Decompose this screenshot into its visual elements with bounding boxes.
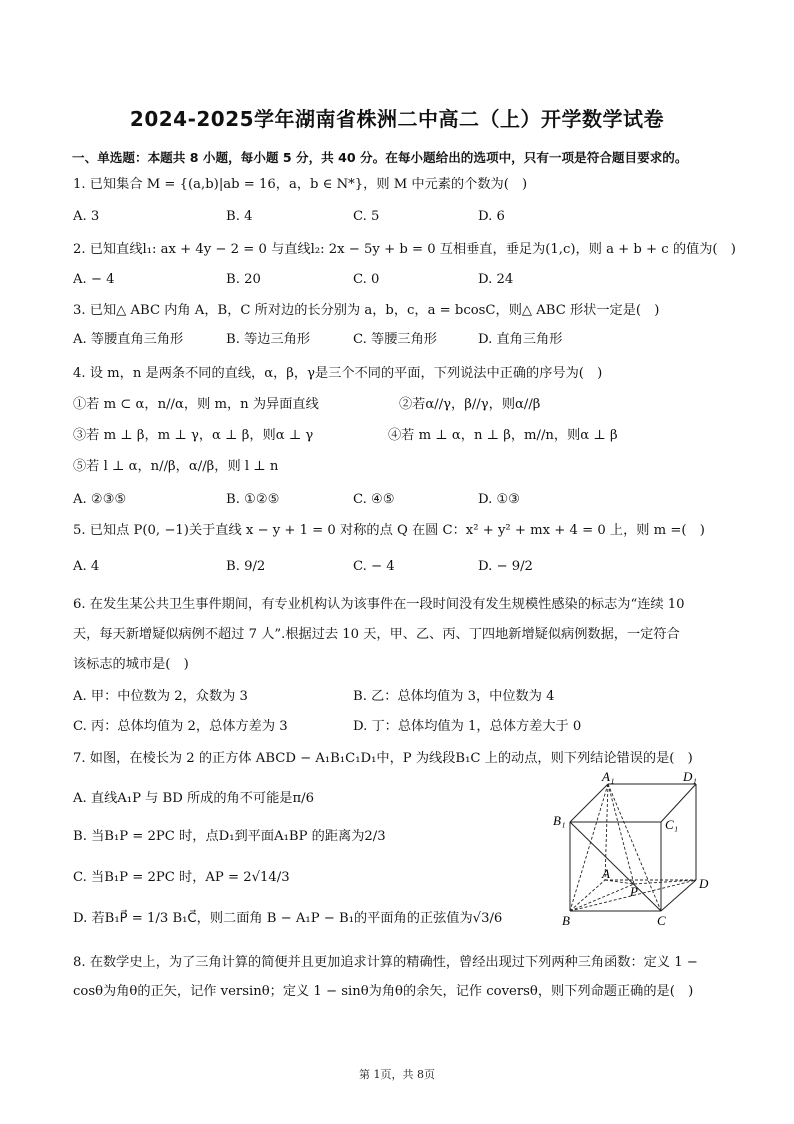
question-6-stem-line-2: 天，每天新增疑似病例不超过 7 人”.根据过去 10 天，甲、乙、丙、丁四地新增疑似病例数据，一定符合 (73, 627, 680, 642)
page-title: 2024-2025学年湖南省株洲二中高二（上）开学数学试卷 (129, 107, 665, 131)
q3-option-d: D. 直角三角形 (478, 332, 563, 347)
label-a1: A₁ (602, 770, 615, 784)
label-a: A (602, 866, 610, 881)
cube-diagram (548, 770, 718, 930)
label-c1: C₁ (665, 817, 679, 832)
question-5-stem: 5. 已知点 P(0, −1)关于直线 x − y + 1 = 0 对称的点 Q 在圆 C：x² + y² + mx + 4 = 0 上，则 m =( ) (73, 523, 705, 538)
page-footer: 第 1页，共 8页 (359, 1068, 435, 1081)
question-2-stem: 2. 已知直线l₁: ax + 4y − 2 = 0 与直线l₂: 2x − 5y + b = 0 互相垂直，垂足为(1,c)，则 a + b + c 的值为( ) (73, 242, 736, 257)
q4-option-c: C. ④⑤ (353, 492, 395, 507)
label-b1: B₁ (553, 813, 566, 828)
question-6-stem-line-3: 该标志的城市是( ) (73, 657, 189, 672)
q6-option-b: B. 乙：总体均值为 3，中位数为 4 (353, 689, 555, 704)
q3-option-c: C. 等腰三角形 (353, 332, 437, 347)
q5-option-d: D. − 9/2 (478, 559, 533, 574)
q4-statement-3: ③若 m ⊥ β，m ⊥ γ，α ⊥ β，则α ⊥ γ (73, 428, 314, 443)
question-8-stem-line-1: 8. 在数学史上，为了三角计算的简便并且更加追求计算的精确性，曾经出现过下列两种三角函数：定义 1 − (73, 955, 698, 970)
q6-option-c: C. 丙：总体均值为 2，总体方差为 3 (73, 719, 288, 734)
q7-option-d: D. 若B₁P⃗ = 1/3 B₁C⃗，则二面角 B − A₁P − B₁的平面角的正弦值为√3/6 (73, 911, 503, 926)
q7-option-b: B. 当B₁P = 2PC 时，点D₁到平面A₁BP 的距离为2/3 (73, 829, 386, 844)
question-4-stem: 4. 设 m，n 是两条不同的直线，α，β，γ是三个不同的平面，下列说法中正确的序号为( ) (73, 366, 603, 381)
q7-option-a: A. 直线A₁P 与 BD 所成的角不可能是π/6 (73, 791, 314, 806)
cube-figure (548, 770, 718, 934)
q3-option-a: A. 等腰直角三角形 (73, 332, 184, 347)
q6-option-a: A. 甲：中位数为 2，众数为 3 (73, 689, 248, 704)
q5-option-c: C. − 4 (353, 559, 395, 574)
q5-option-a: A. 4 (73, 559, 100, 574)
q1-option-a: A. 3 (73, 209, 100, 224)
question-7-stem: 7. 如图，在棱长为 2 的正方体 ABCD − A₁B₁C₁D₁中，P 为线段B₁C 上的动点，则下列结论错误的是( ) (73, 751, 693, 766)
q1-option-d: D. 6 (478, 209, 505, 224)
q2-option-d: D. 24 (478, 272, 514, 287)
question-1-stem: 1. 已知集合 M = {(a,b)|ab = 16，a，b ∈ N*}，则 M 中元素的个数为( ) (73, 177, 528, 192)
q6-option-d: D. 丁：总体均值为 1，总体方差大于 0 (353, 719, 582, 734)
label-b: B (562, 913, 570, 928)
label-d1: D₁ (683, 770, 697, 784)
q5-option-b: B. 9/2 (226, 559, 266, 574)
label-c: C (657, 913, 666, 928)
q2-option-c: C. 0 (353, 272, 380, 287)
q7-option-c: C. 当B₁P = 2PC 时，AP = 2√14/3 (73, 870, 290, 885)
q2-option-a: A. − 4 (73, 272, 115, 287)
q4-option-b: B. ①②⑤ (226, 492, 280, 507)
section-heading: 一、单选题：本题共 8 小题，每小题 5 分，共 40 分。在每小题给出的选项中，只有一项是符合题目要求的。 (72, 150, 688, 165)
q4-statement-4: ④若 m ⊥ α，n ⊥ β，m//n，则α ⊥ β (388, 428, 618, 443)
question-8-stem-line-2: cosθ为角θ的正矢，记作 versinθ；定义 1 − sinθ为角θ的余矢，记作 coversθ，则下列命题正确的是( ) (73, 984, 694, 999)
q1-option-b: B. 4 (226, 209, 253, 224)
q4-option-a: A. ②③⑤ (73, 492, 127, 507)
question-3-stem: 3. 已知△ ABC 内角 A，B，C 所对边的长分别为 a，b，c，a = bcosC，则△ ABC 形状一定是( ) (73, 303, 660, 318)
question-6-stem-line-1: 6. 在发生某公共卫生事件期间，有专业机构认为该事件在一段时间没有发生规模性感染的标志为“连续 10 (73, 597, 685, 612)
label-p: P (630, 884, 638, 899)
q3-option-b: B. 等边三角形 (226, 332, 311, 347)
q4-statement-5: ⑤若 l ⊥ α，n//β，α//β，则 l ⊥ n (73, 459, 279, 474)
q4-statement-1: ①若 m ⊂ α，n//α，则 m，n 为异面直线 (73, 397, 319, 412)
q4-statement-2: ②若α//γ，β//γ，则α//β (399, 397, 541, 412)
label-d: D (699, 876, 709, 891)
q1-option-c: C. 5 (353, 209, 380, 224)
q2-option-b: B. 20 (226, 272, 261, 287)
q4-option-d: D. ①③ (478, 492, 521, 507)
